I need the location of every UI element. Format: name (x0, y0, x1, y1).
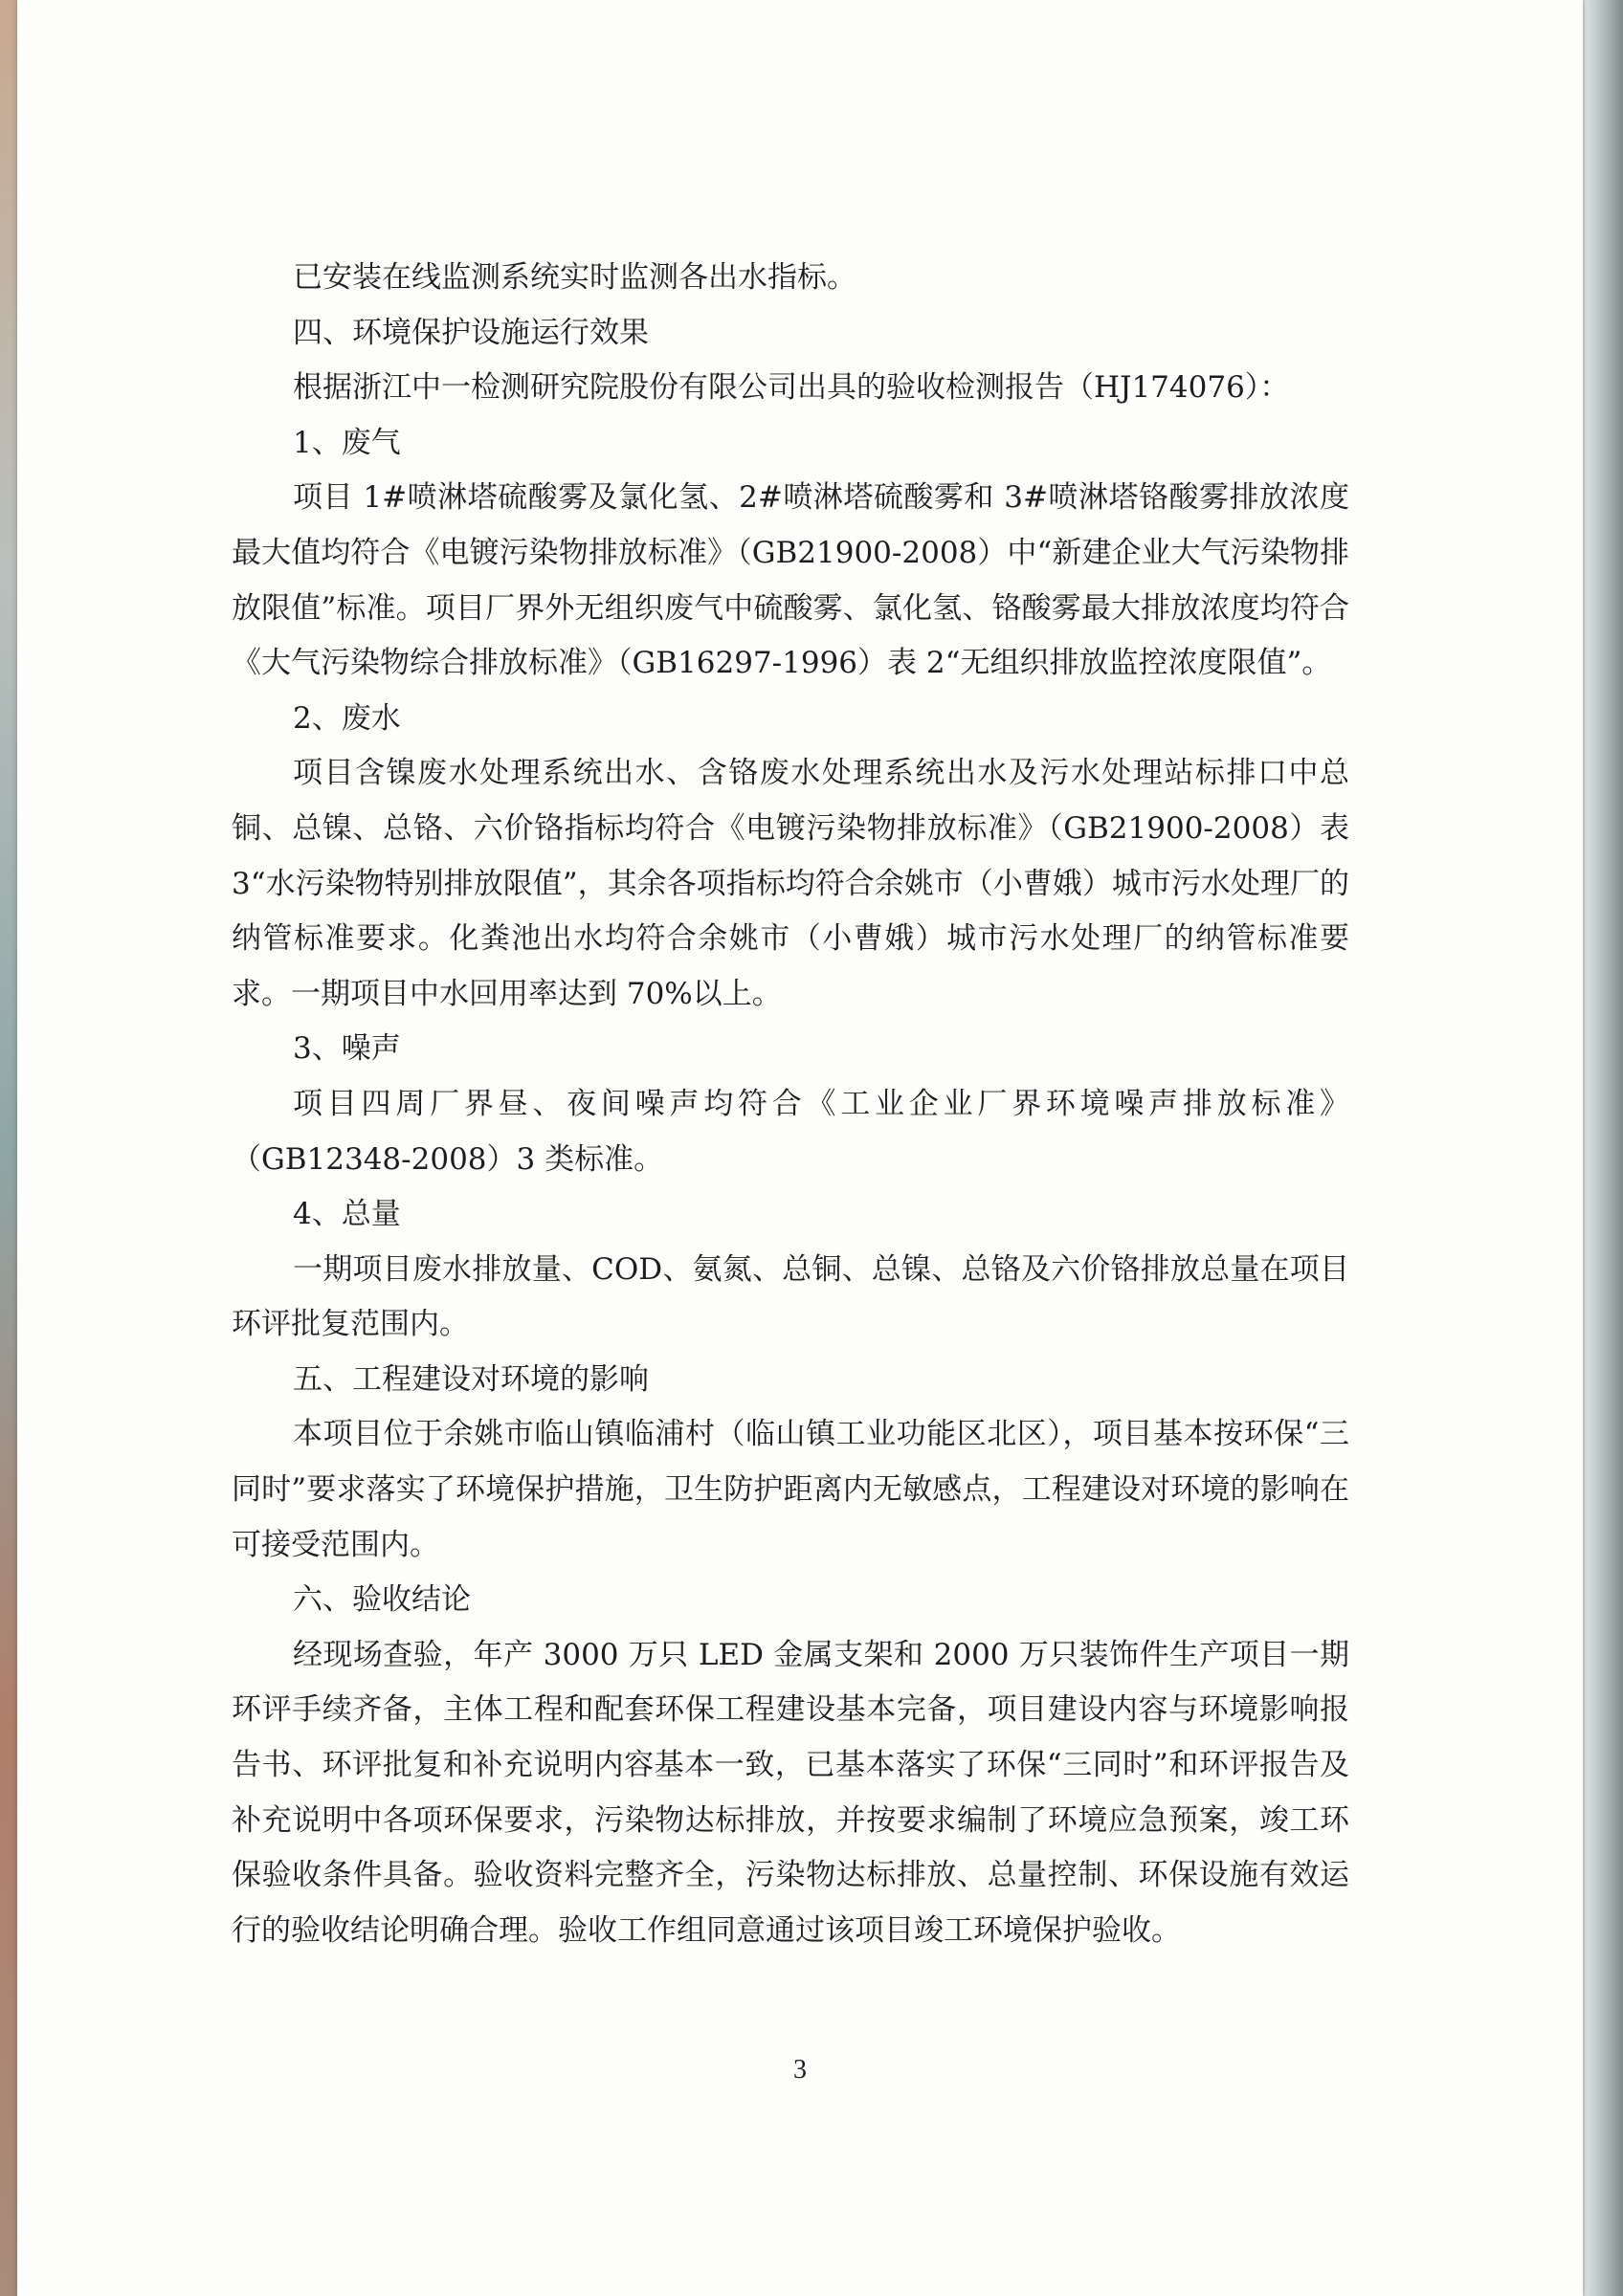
paragraph-noise: 项目四周厂界昼、夜间噪声均符合《工业企业厂界环境噪声排放标准》（GB12348-2008）3 类标准。 (232, 1086, 1349, 1177)
subheading-waste-gas: 1、废气 (293, 425, 401, 460)
subheading-waste-water: 2、废水 (293, 700, 401, 736)
paragraph-report-reference: 根据浙江中一检测研究院股份有限公司出具的验收检测报告（HJ174076）： (293, 370, 1290, 406)
document-body (232, 251, 1349, 1958)
section-heading-5: 五、工程建设对环境的影响 (293, 1361, 649, 1397)
paragraph-total-amount: 一期项目废水排放量、COD、氨氮、总铜、总镍、总铬及六价铬排放总量在项目环评批复范围内。 (232, 1251, 1349, 1342)
paragraph-waste-water: 项目含镍废水处理系统出水、含铬废水处理系统出水及污水处理站标排口中总铜、总镍、总铬、六价铬指标均符合《电镀污染物排放标准》（GB21900-2008）表 3“水污染物特别排放限值”，其余各项指标均符合余姚市（小曹娥）城市污水处理厂的纳管标准要求。化粪池出水均符合余姚市（小曹娥）城市污水处理厂的纳管标准要求。一期项目中水回用率达到 70%以上。 (232, 756, 1349, 1011)
paragraph-monitoring-note: 已安装在线监测系统实时监测各出水指标。 (293, 260, 856, 295)
subheading-total-amount: 4、总量 (293, 1197, 401, 1232)
document-page (17, 0, 1583, 2296)
paragraph-acceptance-conclusion: 经现场查验，年产 3000 万只 LED 金属支架和 2000 万只装饰件生产项目一期环评手续齐备，主体工程和配套环保工程建设基本完备，项目建设内容与环境影响报告书、环评批复和补充说明内容基本一致，已基本落实了环保“三同时”和环评报告及补充说明中各项环保要求，污染物达标排放，并按要求编制了环境应急预案，竣工环保验收条件具备。验收资料完整齐全，污染物达标排放、总量控制、环保设施有效运行的验收结论明确合理。验收工作组同意通过该项目竣工环境保护验收。 (232, 1637, 1349, 1948)
page-number: 3 (793, 2055, 807, 2085)
paragraph-environmental-impact: 本项目位于余姚市临山镇临浦村（临山镇工业功能区北区），项目基本按环保“三同时”要求落实了环境保护措施，卫生防护距离内无敏感点，工程建设对环境的影响在可接受范围内。 (232, 1417, 1349, 1562)
subheading-noise: 3、噪声 (293, 1031, 401, 1067)
section-heading-4: 四、环境保护设施运行效果 (293, 315, 649, 350)
section-heading-6: 六、验收结论 (293, 1582, 471, 1618)
background-edge-right (1585, 0, 1623, 2296)
paragraph-waste-gas: 项目 1#喷淋塔硫酸雾及氯化氢、2#喷淋塔硫酸雾和 3#喷淋塔铬酸雾排放浓度最大值均符合《电镀污染物排放标准》（GB21900-2008）中“新建企业大气污染物排放限值”标准。项目厂界外无组织废气中硫酸雾、氯化氢、铬酸雾最大排放浓度均符合《大气污染物综合排放标准》（GB16297-1996）表 2“无组织排放监控浓度限值”。 (232, 480, 1349, 681)
